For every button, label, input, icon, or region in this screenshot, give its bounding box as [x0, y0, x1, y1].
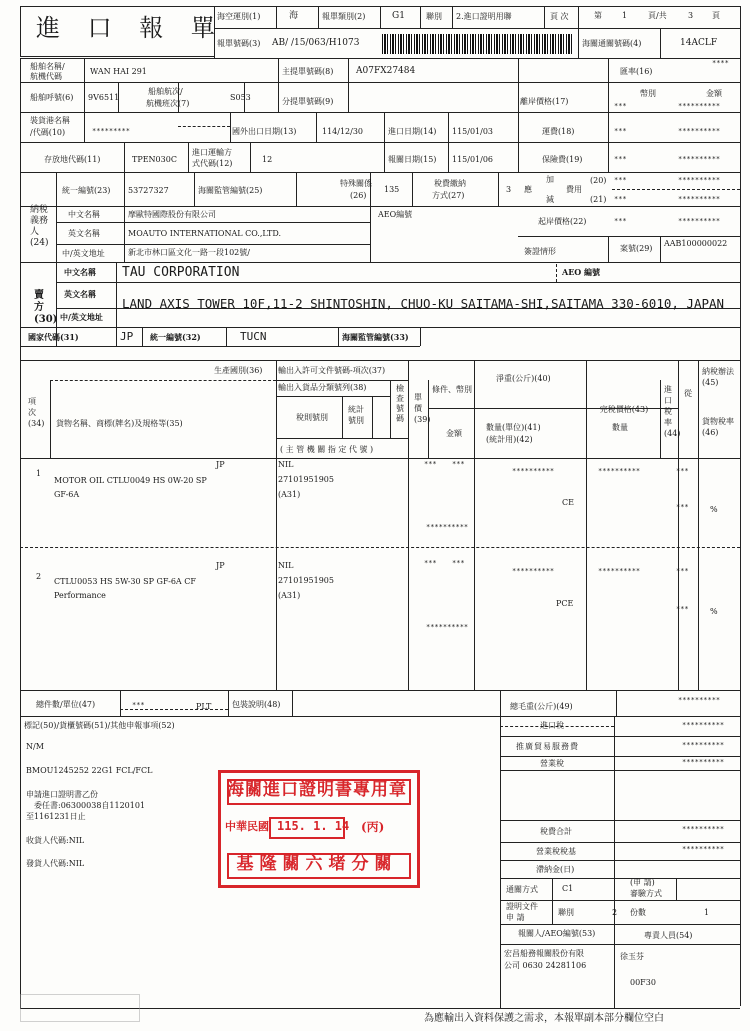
row-line: [500, 770, 740, 771]
col-line: [698, 360, 699, 690]
ship-mode: 海: [289, 11, 299, 21]
adjust-label-5: (20): [590, 176, 607, 185]
cert-label-1: 證明文件: [506, 902, 538, 911]
adjust-label-2: 加: [546, 175, 554, 184]
col-line: [412, 172, 413, 206]
row-line: [500, 820, 740, 821]
col-line: [188, 142, 189, 172]
freight-mask-2: **********: [678, 127, 721, 135]
loading-label-1: 裝貨港名稱: [30, 116, 70, 125]
fee-vat-mask: **********: [682, 758, 725, 766]
hdr-vline: [420, 6, 421, 28]
marks-line3: 申請進口證明書乙份: [26, 790, 98, 799]
voyage: S053: [230, 93, 251, 102]
agent-label: 專責人員(54): [644, 931, 693, 940]
import-date: 115/01/03: [452, 127, 494, 136]
fob-mask-amount: **********: [678, 102, 721, 110]
row-line: [56, 282, 740, 283]
col-import-duty: 進口稅率(44): [664, 385, 681, 438]
col-line: [552, 878, 553, 924]
item-permit: NIL: [278, 561, 294, 570]
marks-line4: 委任書:06300038自1120101: [34, 801, 146, 810]
fob-label: 離岸價格(17): [520, 97, 569, 106]
item-currency-mask: ***: [452, 460, 465, 468]
exchange-label: 匯率(16): [620, 67, 653, 76]
packages-unit: PLT: [196, 702, 212, 711]
item-origin: JP: [216, 561, 225, 570]
cif-mask-1: ***: [614, 217, 627, 225]
adjust-mask-2: **********: [678, 176, 721, 184]
call-sign-label: 船舶呼號(6): [30, 93, 74, 102]
col-line: [608, 236, 609, 262]
cif-label: 起岸價格(22): [538, 217, 587, 226]
item-desc-1: CTLU0053 HS 5W-30 SP GF-6A CF: [54, 577, 196, 586]
col-line: [120, 690, 121, 716]
item-duty-mask-2: ***: [676, 605, 689, 613]
review-label-2: 審驗方式: [630, 889, 662, 898]
col-line: [678, 360, 679, 690]
agent-code: 00F30: [630, 978, 656, 987]
item-weight-mask: **********: [512, 567, 555, 575]
loading-label-2: /代碼(10): [30, 128, 66, 137]
customs-reg-label: 海關監管編號(25): [198, 186, 263, 195]
item-pct: %: [710, 607, 718, 616]
adjust-label-4: 費用: [566, 185, 582, 194]
hdr-line: [20, 58, 740, 59]
row-line: [20, 82, 740, 83]
seller-side-label: 賣方(30): [34, 290, 58, 325]
hdr-vline: [578, 6, 579, 58]
col-amount: 金額: [446, 429, 462, 438]
col-line: [384, 112, 385, 172]
item-auth-code: (A31): [278, 591, 301, 600]
col-item-no: 項次(34): [28, 397, 45, 428]
adjust-label-3: 減: [546, 195, 554, 204]
col-line: [276, 360, 277, 690]
faint-stamp-remnant: [20, 994, 140, 1022]
col-net-weight: 淨重(公斤)(40): [496, 374, 551, 383]
col-stat-no: 統計號別: [348, 405, 364, 425]
marks-line2: BMOU1245252 22G1 FCL/FCL: [26, 766, 153, 775]
col-class-code: 輸出入貨品分類號列(38): [278, 383, 367, 392]
col-line: [194, 172, 195, 206]
row-line: [20, 206, 740, 207]
page-title: 進 口 報 單: [36, 14, 225, 42]
row-line: [20, 172, 740, 173]
item-terms-mask: ***: [424, 460, 437, 468]
row-line: [500, 736, 740, 737]
item-no: 1: [36, 469, 42, 478]
fee-promo: 推廣貿易服務費: [516, 742, 579, 751]
item-origin: JP: [216, 460, 225, 469]
item-amount-mask: **********: [426, 523, 469, 531]
marks-line6: 收貨人代碼:NIL: [26, 836, 85, 845]
uniform-no: 53727327: [128, 186, 169, 195]
col-authority: ( 主 管 機 關 指 定 代 號 ): [280, 445, 374, 454]
en-name-label: 英文名稱: [68, 229, 100, 238]
title-box-bottom: [20, 56, 214, 57]
col-line: [348, 58, 349, 112]
col-line: [142, 327, 143, 346]
storage-label: 存放地代碼(11): [44, 155, 101, 164]
dash-line: [120, 709, 228, 710]
row-line: [20, 262, 740, 263]
fee-total: 稅費合計: [540, 827, 572, 836]
dash-line: [50, 380, 276, 381]
copy-type: 2.進口證明用聯: [456, 12, 512, 21]
row-line: [500, 944, 740, 945]
fee-vat-base: 營業稅稅基: [536, 847, 576, 856]
title-box-left: [20, 6, 21, 56]
insurance-mask-2: **********: [678, 155, 721, 163]
gross-mask: **********: [678, 696, 721, 704]
import-mode: 12: [262, 155, 273, 164]
page-total: 3: [688, 11, 694, 20]
row-line: [56, 244, 370, 245]
row-line: [20, 346, 420, 347]
packages-label: 總件數/單位(47): [36, 700, 96, 709]
special-label-2: (26): [350, 191, 367, 200]
broker-name: 宏昌船務報關股份有限: [504, 949, 584, 958]
cert-label-2: 申 請: [506, 913, 525, 922]
item-pct: %: [710, 505, 718, 514]
audit-label: 簽證情形: [524, 247, 556, 256]
marks-label: 標記(50)/貨櫃號碼(51)/其他申報事項(52): [24, 721, 175, 730]
row-line: [518, 236, 740, 237]
call-sign: 9V6511: [88, 93, 120, 102]
row-line: [20, 360, 740, 361]
country-label: 國家代碼(31): [28, 332, 79, 342]
row-line: [276, 438, 408, 439]
hdr-line: [214, 6, 740, 7]
import-mode-label-2: 式代碼(12): [192, 159, 233, 168]
hdr-vline: [660, 28, 661, 58]
importer-en-name: MOAUTO INTERNATIONAL CO.,LTD.: [128, 229, 282, 238]
pay-method-label-1: 稅費繳納: [434, 179, 466, 188]
col-line: [608, 58, 609, 172]
item-terms-mask: ***: [424, 559, 437, 567]
dash-vline: [556, 264, 557, 282]
hdr-vline: [276, 6, 277, 28]
freight-label: 運費(18): [542, 127, 575, 136]
col-line: [474, 360, 475, 690]
row-line: [500, 878, 740, 879]
seller-cn-name-label: 中文名稱: [64, 267, 96, 277]
row-line: [500, 860, 740, 861]
hdr-vline: [544, 6, 545, 28]
item-tariff: 27101951905: [278, 475, 334, 484]
decl-date: 115/01/06: [452, 155, 494, 164]
seal-date: 115. 1. 14: [277, 819, 350, 833]
seal-country: 中華民國: [225, 820, 269, 833]
clearance-value: C1: [562, 884, 574, 893]
row-line: [500, 924, 740, 925]
decl-type-label: 報單類別(2): [322, 12, 366, 21]
seller-name: TAU CORPORATION: [122, 265, 240, 280]
fee-total-mask: **********: [682, 825, 725, 833]
col-origin: 生產國別(36): [214, 366, 263, 375]
col-line: [124, 172, 125, 262]
col-desc: 貨物名稱、商標(牌名)及規格等(35): [56, 419, 183, 428]
row-line: [20, 142, 740, 143]
col-line: [342, 396, 343, 438]
col-line: [518, 58, 519, 172]
item-dutiable-mask: **********: [598, 567, 641, 575]
col-line: [338, 327, 339, 346]
col-line: [278, 58, 279, 112]
col-line: [50, 380, 51, 458]
vessel-label-2: 航機代碼: [30, 72, 62, 81]
vessel-label-1: 船舶名稱/: [30, 62, 65, 71]
cert-copy: 2: [612, 908, 618, 917]
row-line: [500, 756, 740, 757]
item-amount-mask: **********: [426, 623, 469, 631]
col-line: [84, 58, 85, 142]
col-line: [448, 112, 449, 172]
item-duty-mask: ***: [676, 567, 689, 575]
col-commodity-tax: 貨物稅率(46): [702, 417, 734, 437]
col-line: [390, 380, 391, 438]
case-no: AAB100000022: [664, 239, 728, 248]
left-border: [20, 58, 21, 1008]
item-currency-mask: ***: [452, 559, 465, 567]
cif-mask-2: **********: [678, 217, 721, 225]
seal-legend-bottom: 基隆關六堵分關: [236, 854, 398, 874]
aeo-label: AEO編號: [378, 210, 413, 219]
col-dutiable: 完稅價格(43): [599, 405, 649, 414]
agent-name: 徐玉芬: [620, 952, 644, 961]
importer-address: 新北市林口區文化一路一段102號/: [128, 248, 250, 257]
seller-en-name-label: 英文名稱: [64, 289, 96, 299]
item-dutiable-mask: **********: [598, 467, 641, 475]
col-permit: 輸出入許可文件號碼-項次(37): [278, 366, 386, 375]
hdr-vline: [452, 6, 453, 28]
col-line: [316, 112, 317, 142]
gross-label: 總毛重(公斤)(49): [510, 702, 573, 711]
item-desc-1: MOTOR OIL CTLU0049 HS 0W-20 SP: [54, 476, 207, 485]
insurance-mask-1: ***: [614, 155, 627, 163]
row-line: [20, 112, 740, 113]
customs-code-label: 海關通關號碼(4): [582, 39, 642, 48]
master-bl-label: 主提單號碼(8): [282, 67, 334, 76]
col-line: [616, 690, 617, 716]
customs-code: 14ACLF: [680, 38, 718, 48]
col-line: [124, 142, 125, 172]
item-duty-mask: ***: [676, 467, 689, 475]
col-dutiable-qty: 數量: [612, 423, 628, 432]
page-no: 1: [622, 11, 628, 20]
col-line: [498, 172, 499, 206]
fee-promo-mask: **********: [682, 741, 725, 749]
page-suffix: 頁: [712, 11, 720, 20]
row-line: [56, 222, 370, 223]
footer-note: 為應輸出入資料保護之需求，本報單副本部分欄位空白: [424, 1013, 664, 1024]
address-label: 中/英文地址: [62, 249, 105, 258]
seal-bing: (丙): [361, 820, 385, 834]
col-line: [500, 690, 501, 1008]
dash-line: [612, 189, 740, 190]
col-from: 從: [684, 389, 692, 398]
cert-copy-label: 聯別: [558, 908, 574, 917]
barcode: [382, 34, 574, 54]
decl-no-label: 報單號碼(3): [217, 39, 261, 48]
col-line: [250, 142, 251, 172]
col-terms: 條件、幣別: [432, 385, 472, 394]
adjust-mask-4: **********: [678, 195, 721, 203]
col-stat-qty: (統計用)(42): [486, 435, 533, 444]
page-mid: 頁/共: [648, 11, 667, 20]
col-line: [660, 380, 661, 458]
col-quantity: 數量(單位)(41): [486, 423, 541, 432]
col-inspect: 檢查號碼: [396, 384, 404, 423]
col-line: [372, 396, 373, 438]
currency-label: 幣別: [640, 89, 656, 98]
packages-mask: ***: [132, 701, 145, 709]
col-line: [420, 327, 421, 346]
adjust-label-1: 應: [524, 185, 532, 194]
special-value: 135: [384, 185, 400, 194]
row-line: [500, 842, 740, 843]
special-label-1: 特殊關係: [340, 179, 372, 188]
pay-method-label-2: 方式(27): [432, 191, 465, 200]
hdr-line: [214, 28, 740, 29]
adjust-mask-1: ***: [614, 176, 627, 184]
case-label: 案號(29): [620, 244, 653, 253]
item-auth-code: (A31): [278, 490, 301, 499]
export-date: 114/12/30: [322, 127, 364, 136]
customs-seal-stamp: [218, 770, 420, 888]
pay-method: 3: [506, 185, 512, 194]
fob-mask-currency: ***: [614, 102, 627, 110]
row-line: [500, 900, 740, 901]
insurance-label: 保險費(19): [542, 155, 583, 164]
copy-label: 聯別: [426, 12, 442, 21]
item-desc-2: Performance: [54, 591, 106, 600]
cert-count-label: 份數: [630, 908, 646, 917]
vessel-name: WAN HAI 291: [90, 67, 147, 76]
col-line: [56, 172, 57, 262]
right-border: [740, 6, 741, 1006]
hdr-vline: [214, 6, 215, 58]
col-line: [116, 262, 117, 346]
item-separator: [20, 547, 740, 548]
cert-count: 1: [704, 908, 710, 917]
import-mode-label-1: 進口運輸方: [192, 148, 232, 157]
row-line: [20, 690, 740, 691]
voyage-label-1: 船舶航次/: [148, 87, 183, 96]
item-duty-mask-2: ***: [676, 503, 689, 511]
broker-name-2: 公司 0630 24281106: [504, 961, 587, 970]
col-unit-price: 單價(39): [414, 393, 431, 424]
uniform-no-label: 統一編號(23): [62, 186, 111, 195]
fee-import-duty: 進口稅: [540, 721, 564, 730]
col-line: [660, 236, 661, 262]
seller-customs-label: 海關監管編號(33): [342, 332, 409, 342]
loading-mask: *********: [92, 127, 130, 135]
importer-side-label: 納稅義務人(24): [30, 205, 49, 248]
broker-label: 報關人/AEO編號(53): [518, 929, 596, 938]
dash-line: [178, 126, 230, 127]
col-line: [408, 360, 409, 690]
fee-late: 滯納金(日): [536, 865, 575, 874]
decl-no: AB/ /15/063/H1073: [272, 38, 360, 48]
marks-line7: 發貨人代碼:NIL: [26, 859, 85, 868]
row-line: [276, 380, 408, 381]
col-tax-method: 納稅辦法(45): [702, 367, 734, 387]
item-no: 2: [36, 572, 42, 581]
item-desc-2: GF-6A: [54, 490, 80, 499]
fee-import-duty-mask: **********: [682, 721, 725, 729]
col-line: [292, 690, 293, 716]
item-unit: PCE: [556, 599, 574, 608]
col-line: [226, 327, 227, 346]
adjust-mask-3: ***: [614, 195, 627, 203]
item-unit: CE: [562, 498, 574, 507]
packing-label: 包裝說明(48): [232, 700, 281, 709]
seller-uniform: TUCN: [240, 330, 267, 343]
seller-address-label: 中/英文地址: [60, 312, 103, 322]
seller-aeo-label: AEO 編號: [562, 267, 601, 277]
col-line: [586, 360, 587, 690]
voyage-label-2: 航機班次(7): [146, 99, 190, 108]
row-line: [20, 716, 740, 717]
seal-legend-top: 海關進口證明書專用章: [227, 780, 407, 800]
importer-cn-name: 摩歐特國際股份有限公司: [128, 210, 216, 219]
uniform-label: 統一編號(32): [150, 332, 201, 342]
import-date-label: 進口日期(14): [388, 127, 437, 136]
col-line: [676, 878, 677, 900]
seller-address: LAND AXIS TOWER 10F,11-2 SHINTOSHIN, CHUO-KU SAITAMA-SHI,SAITAMA 330-6010, JAPAN: [122, 296, 725, 311]
hdr-vline: [318, 6, 319, 28]
item-tariff: 27101951905: [278, 576, 334, 585]
row-line: [20, 458, 740, 459]
house-bl-label: 分提單號碼(9): [282, 97, 334, 106]
amount-label: 金額: [706, 89, 722, 98]
master-bl: A07FX27484: [356, 66, 416, 76]
col-line: [612, 716, 618, 1008]
export-date-label: 國外出口日期(13): [232, 127, 297, 136]
seller-country: JP: [120, 330, 134, 343]
ship-mode-label: 海空運別(1): [217, 12, 261, 21]
col-tariff-no: 稅則號別: [296, 413, 328, 422]
col-line: [228, 690, 229, 716]
cn-name-label: 中文名稱: [68, 210, 100, 219]
clearance-label: 通關方式: [506, 885, 538, 894]
marks-line5: 至1161231日止: [26, 812, 86, 821]
fee-vat: 營業稅: [540, 759, 564, 768]
fee-vat-base-mask: **********: [682, 845, 725, 853]
page-label: 頁 次: [550, 12, 569, 21]
page-prefix: 第: [594, 11, 602, 20]
row-line: [20, 327, 740, 328]
exchange-value: ****: [712, 59, 729, 67]
freight-mask-1: ***: [614, 127, 627, 135]
item-weight-mask: **********: [512, 467, 555, 475]
storage: TPEN030C: [132, 155, 177, 164]
col-line: [230, 112, 231, 142]
title-box-top: [20, 6, 214, 7]
decl-date-label: 報關日期(15): [388, 155, 437, 164]
item-permit: NIL: [278, 460, 294, 469]
marks-line1: N/M: [26, 742, 44, 751]
decl-type: G1: [392, 11, 405, 21]
hdr-vline: [380, 6, 381, 28]
review-label-1: (申 請): [630, 878, 655, 887]
adjust-label-6: (21): [590, 195, 607, 204]
col-line: [296, 172, 297, 206]
